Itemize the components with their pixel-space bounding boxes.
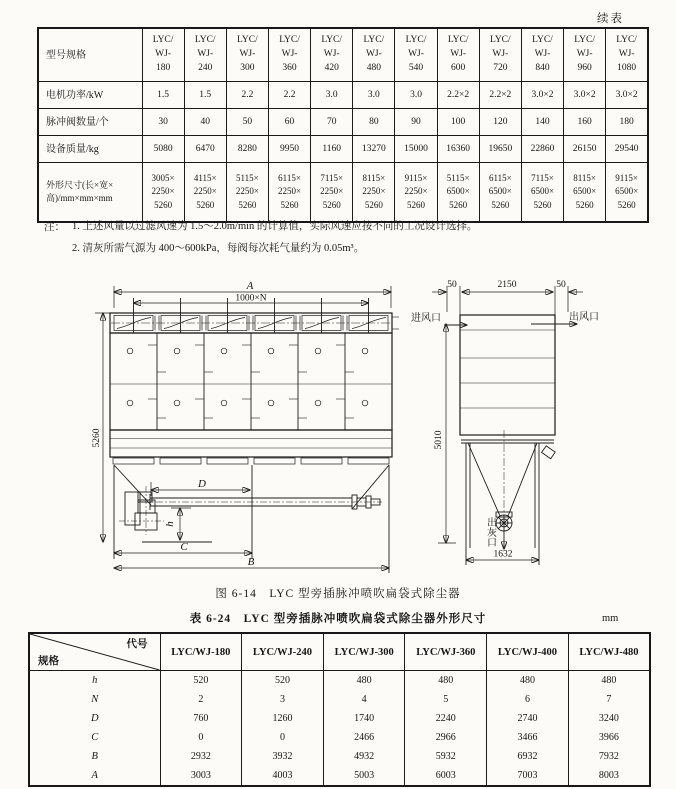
dim-cell: 480 [323,671,405,691]
dim-corner-cell [29,633,160,671]
spec-cell: 5115× 2250× 5260 [226,163,268,223]
dim-50-right-label: 50 [556,280,566,290]
dim-5010-label: 5010 [434,430,444,450]
dim-50-left-label: 50 [447,280,457,290]
dim-cell: 520 [242,671,324,691]
dim-table-row [29,747,650,766]
spec-table-container [37,27,649,223]
figure-diagram [0,272,676,584]
dim-cell: 7003 [487,766,569,786]
spec-row-label: 电机功率/kW [38,82,142,109]
spec-cell: 9950 [268,136,310,163]
dim-table-row [29,709,650,728]
dim-cell: 5003 [323,766,405,786]
dim-row-label: N [29,690,160,709]
spec-cell: 2.2 [268,82,310,109]
notes-list [72,219,659,256]
spec-model-header: LYC/ WJ- 600 [437,28,479,82]
spec-table-row [38,136,648,163]
spec-cell: 13270 [353,136,395,163]
spec-cell: 8115× 6500× 5260 [564,163,606,223]
spec-cell: 3.0×2 [564,82,606,109]
spec-cell: 70 [311,109,353,136]
dim-c-label: C [180,541,188,553]
spec-cell: 3.0×2 [521,82,563,109]
note-item: 2. 清灰所需气源为 400～600kPa，每阀每次耗气量约为 0.05m³。 [72,243,365,255]
spec-cell: 1160 [311,136,353,163]
continued-table-label: 续表 [597,13,624,25]
spec-cell: 15000 [395,136,437,163]
spec-cell: 9115× 6500× 5260 [606,163,648,223]
spec-cell: 22860 [521,136,563,163]
dim-row-label: D [29,709,160,728]
spec-cell: 2.2×2 [437,82,479,109]
dim-row-label: B [29,747,160,766]
dim-d-label: D [198,478,206,490]
spec-cell: 5115× 6500× 5260 [437,163,479,223]
corner-label-daihao: 代号 [126,639,148,650]
note-item: 1. 上述风量以过滤风速为 1.5～2.0m/min 的计算值，实际风速应按不同的工况设计选择。 [72,221,478,232]
spec-row-label: 外形尺寸(长×宽×高)/mm×mm×mm [38,163,142,223]
dim-cell: 480 [405,671,487,691]
spec-cell: 9115× 2250× 5260 [395,163,437,223]
spec-cell: 180 [606,109,648,136]
corner-label-guige: 规格 [38,656,59,667]
dim-table-row [29,690,650,709]
dim-table-row [29,728,650,747]
table-caption: 表 6-24 LYC 型旁插脉冲喷吹扁袋式除尘器外形尺寸 [189,613,487,625]
spec-model-header: LYC/ WJ- 840 [521,28,563,82]
spec-corner-cell: 型号规格 [38,28,142,82]
spec-cell: 7115× 2250× 5260 [311,163,353,223]
spec-model-header: LYC/ WJ- 180 [142,28,184,82]
dim-h-label: h [164,521,176,527]
dim-cell: 480 [568,671,650,691]
spec-cell: 2.2 [226,82,268,109]
dim-cell: 3932 [242,747,324,766]
spec-model-header: LYC/ WJ- 540 [395,28,437,82]
spec-cell: 3005× 2250× 5260 [142,163,184,223]
spec-cell: 60 [268,109,310,136]
dim-column-header: LYC/WJ-300 [323,633,405,671]
dim-cell: 4 [323,690,405,709]
dim-2150-label: 2150 [497,280,517,290]
spec-model-header: LYC/ WJ- 480 [353,28,395,82]
spec-cell: 3.0×2 [606,82,648,109]
spec-model-header: LYC/ WJ- 360 [268,28,310,82]
spec-model-header: LYC/ WJ- 420 [311,28,353,82]
dim-column-header: LYC/WJ-180 [160,633,242,671]
dim-cell: 4003 [242,766,324,786]
dim-cell: 7 [568,690,650,709]
dim-cell: 6003 [405,766,487,786]
figure-caption: 图 6-14 LYC 型旁插脉冲喷吹扁袋式除尘器 [215,588,461,600]
dim-table-row [29,671,650,691]
dim-row-label: C [29,728,160,747]
spec-model-header: LYC/ WJ- 300 [226,28,268,82]
dim-cell: 5932 [405,747,487,766]
dim-cell: 3966 [568,728,650,747]
dim-column-header: LYC/WJ-400 [487,633,569,671]
dim-column-header: LYC/WJ-480 [568,633,650,671]
dim-table-container [28,632,651,787]
spec-cell: 19650 [479,136,521,163]
notes-block [44,219,659,263]
spec-cell: 2.2×2 [479,82,521,109]
dim-cell: 2466 [323,728,405,747]
spec-model-header: LYC/ WJ- 240 [184,28,226,82]
spec-cell: 6470 [184,136,226,163]
spec-cell: 16360 [437,136,479,163]
dust-outlet-label: 出灰口 [484,517,496,547]
unit-label: mm [602,613,619,624]
spec-row-label: 脉冲阀数量/个 [38,109,142,136]
spec-cell: 3.0 [353,82,395,109]
dim-cell: 2932 [160,747,242,766]
spec-cell: 30 [142,109,184,136]
spec-cell: 3.0 [311,82,353,109]
spec-cell: 6115× 2250× 5260 [268,163,310,223]
dim-cell: 5 [405,690,487,709]
spec-table-row [38,82,648,109]
dim-cell: 760 [160,709,242,728]
dim-row-label: h [29,671,160,691]
dim-cell: 6932 [487,747,569,766]
dim-cell: 520 [160,671,242,691]
dim-cell: 4932 [323,747,405,766]
dim-cell: 2966 [405,728,487,747]
spec-cell: 90 [395,109,437,136]
dim-cell: 8003 [568,766,650,786]
dim-pitch-label: 1000×N [235,293,267,304]
dim-cell: 6 [487,690,569,709]
dim-cell: 2 [160,690,242,709]
dim-table [28,632,651,787]
spec-cell: 29540 [606,136,648,163]
spec-model-header: LYC/ WJ- 960 [564,28,606,82]
spec-model-header: LYC/ WJ- 720 [479,28,521,82]
spec-cell: 1.5 [184,82,226,109]
spec-cell: 50 [226,109,268,136]
spec-cell: 140 [521,109,563,136]
spec-cell: 160 [564,109,606,136]
spec-cell: 120 [479,109,521,136]
inlet-label: 进风口 [411,313,441,324]
spec-cell: 8280 [226,136,268,163]
spec-table-row [38,163,648,223]
spec-cell: 6115× 6500× 5260 [479,163,521,223]
spec-cell: 1.5 [142,82,184,109]
dim-column-header: LYC/WJ-360 [405,633,487,671]
dim-cell: 2240 [405,709,487,728]
notes-prefix: 注： [44,222,65,233]
dim-cell: 2740 [487,709,569,728]
dim-row-label: A [29,766,160,786]
spec-cell: 40 [184,109,226,136]
dim-cell: 0 [160,728,242,747]
dim-b-label: B [247,556,255,568]
spec-cell: 8115× 2250× 5260 [353,163,395,223]
spec-cell: 4115× 2250× 5260 [184,163,226,223]
outlet-label: 出风口 [569,312,599,323]
dim-cell: 3003 [160,766,242,786]
dim-cell: 0 [242,728,324,747]
spec-cell: 5080 [142,136,184,163]
dim-cell: 1260 [242,709,324,728]
dim-5260-label: 5260 [92,428,102,448]
spec-table-row [38,109,648,136]
spec-cell: 7115× 6500× 5260 [521,163,563,223]
spec-row-label: 设备质量/kg [38,136,142,163]
spec-cell: 100 [437,109,479,136]
dim-cell: 3240 [568,709,650,728]
dim-cell: 3 [242,690,324,709]
spec-cell: 80 [353,109,395,136]
dim-cell: 480 [487,671,569,691]
spec-cell: 26150 [564,136,606,163]
spec-model-header: LYC/ WJ- 1080 [606,28,648,82]
dim-a-label: A [246,280,254,292]
spec-cell: 3.0 [395,82,437,109]
dim-cell: 1740 [323,709,405,728]
dim-1632-label: 1632 [493,549,513,560]
dim-cell: 3466 [487,728,569,747]
dim-column-header: LYC/WJ-240 [242,633,324,671]
dim-table-row [29,766,650,786]
dim-cell: 7932 [568,747,650,766]
spec-table [37,27,649,223]
